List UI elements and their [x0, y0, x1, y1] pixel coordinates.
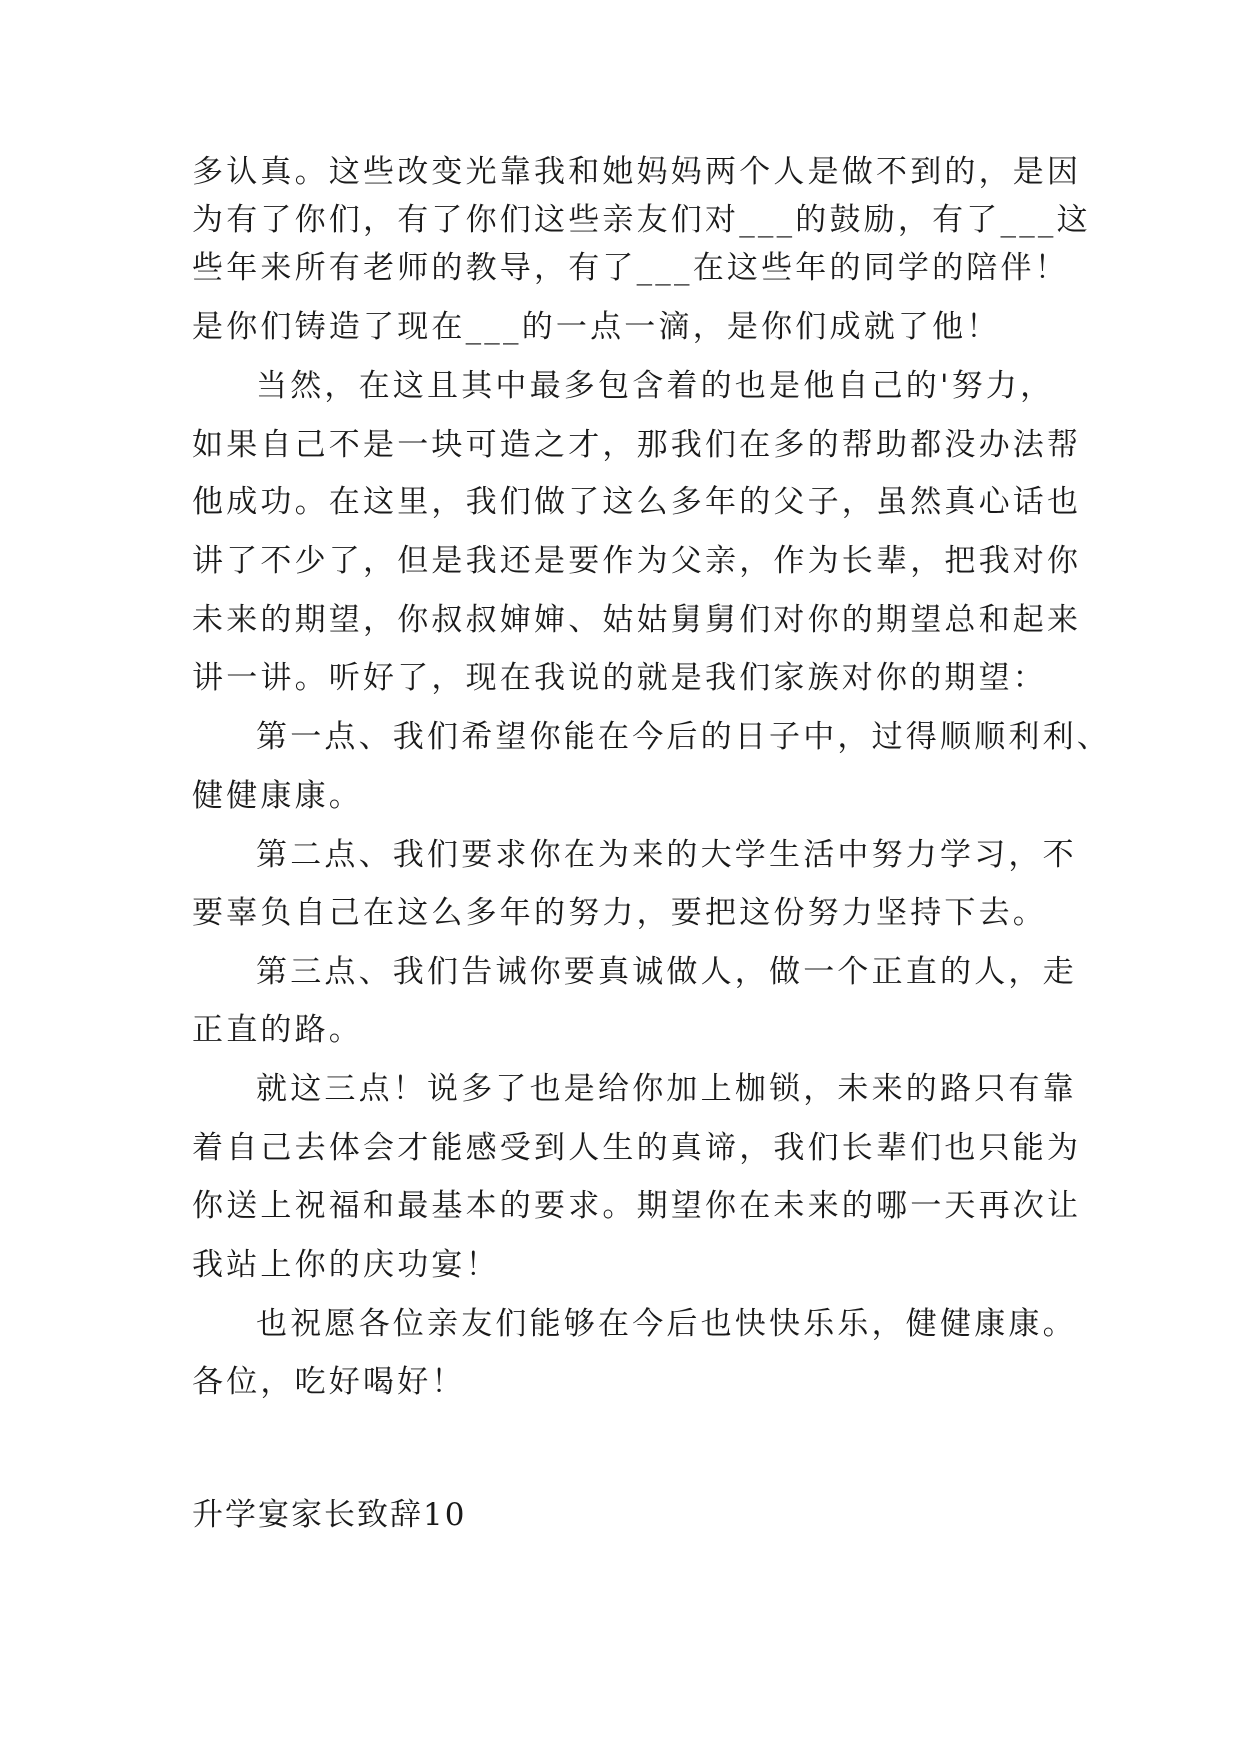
- paragraph-line: 他成功。在这里，我们做了这么多年的父子，虽然真心话也: [192, 484, 1082, 520]
- paragraph-line: 当然，在这且其中最多包含着的也是他自己的'努力，: [256, 368, 1055, 404]
- paragraph-line: 多认真。这些改变光靠我和她妈妈两个人是做不到的，是因: [192, 154, 1082, 190]
- paragraph-line: 第二点、我们要求你在为来的大学生活中努力学习，不: [256, 837, 1077, 873]
- paragraph-line: 如果自己不是一块可造之才，那我们在多的帮助都没办法帮: [192, 427, 1082, 463]
- paragraph-line: 你送上祝福和最基本的要求。期望你在未来的哪一天再次让: [192, 1188, 1082, 1224]
- paragraph-line: 第三点、我们告诫你要真诚做人，做一个正直的人，走: [256, 954, 1077, 990]
- section-heading: 升学宴家长致辞10: [192, 1497, 467, 1533]
- paragraph-line: 着自己去体会才能感受到人生的真谛，我们长辈们也只能为: [192, 1130, 1082, 1166]
- paragraph-line: 就这三点！说多了也是给你加上枷锁，未来的路只有靠: [256, 1071, 1077, 1107]
- paragraph-line: 为有了你们，有了你们这些亲友们对___的鼓励，有了___这: [192, 202, 1091, 238]
- paragraph-line: 健健康康。: [192, 778, 363, 814]
- paragraph-line: 是你们铸造了现在___的一点一滴，是你们成就了他！: [192, 309, 1001, 345]
- paragraph-line: 我站上你的庆功宴！: [192, 1247, 500, 1283]
- paragraph-line: 正直的路。: [192, 1012, 363, 1048]
- paragraph-line: 第一点、我们希望你能在今后的日子中，过得顺顺利利、: [256, 719, 1111, 755]
- paragraph-line: 些年来所有老师的教导，有了___在这些年的同学的陪伴！: [192, 250, 1069, 286]
- paragraph-line: 讲一讲。听好了，现在我说的就是我们家族对你的期望：: [192, 660, 1047, 696]
- paragraph-line: 也祝愿各位亲友们能够在今后也快快乐乐，健健康康。: [256, 1306, 1077, 1342]
- paragraph-line: 要辜负自己在这么多年的努力，要把这份努力坚持下去。: [192, 895, 1047, 931]
- paragraph-line: 讲了不少了，但是我还是要作为父亲，作为长辈，把我对你: [192, 543, 1082, 579]
- paragraph-line: 各位，吃好喝好！: [192, 1364, 466, 1400]
- paragraph-line: 未来的期望，你叔叔婶婶、姑姑舅舅们对你的期望总和起来: [192, 602, 1082, 638]
